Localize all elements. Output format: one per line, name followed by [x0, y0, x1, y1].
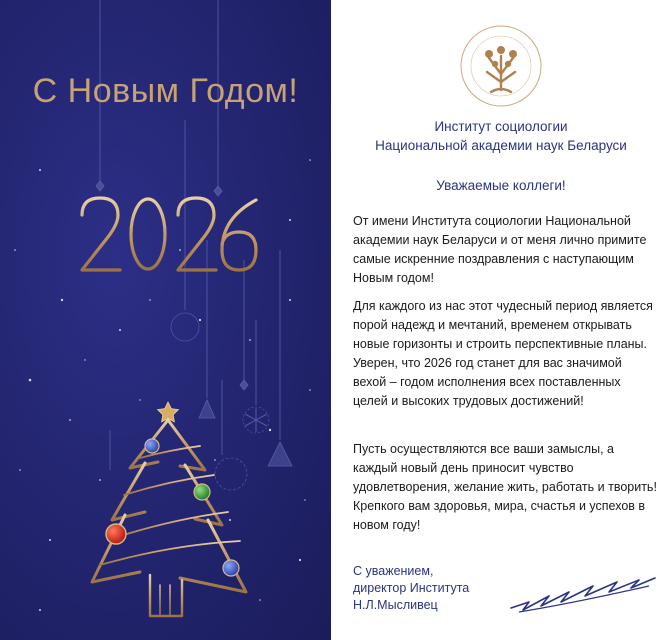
signoff-line2: директор Института — [353, 581, 470, 595]
snowflake-icon — [245, 408, 267, 432]
signoff-line1: С уважением, — [353, 564, 434, 578]
signature-icon — [509, 572, 659, 617]
institute-name-line2: Национальной академии наук Беларуси — [375, 138, 627, 153]
paragraph-1: От имени Института социологии Национальной академии наук Беларуси и от меня лично примите самые искренние поздравления с наступающим Новым годом! — [353, 214, 647, 285]
year-2026 — [82, 198, 256, 270]
signoff-line3: Н.Л.Мысливец — [353, 598, 438, 612]
paragraph-2: Для каждого из нас этот чудесный период является порой надежд и мечтаний, временем открывать новые горизонты и строить перспективные планы. Уверен, что 2026 год станет для вас значимой вехой – годом исполнения всех поставленных целей и высоких трудовых достижений! — [353, 299, 653, 408]
greeting-title: С Новым Годом! — [32, 72, 299, 110]
institute-name — [331, 117, 671, 155]
paragraph-3: Пусть осуществляются все ваши замыслы, а каждый новый день приносит чувство удовлетворения, желание жить, работать и творить! Крепкого вам здоровья, мира, счастья и успехов в новом году! — [353, 442, 657, 532]
right-panel — [331, 0, 671, 640]
left-panel — [0, 0, 331, 640]
salutation: Уважаемые коллеги! — [436, 178, 566, 193]
christmas-tree-icon — [92, 420, 246, 616]
institute-name-line1: Институт социологии — [434, 119, 568, 134]
signoff — [353, 563, 469, 614]
institute-logo-icon — [457, 22, 545, 110]
star-dots — [14, 159, 311, 611]
star-icon — [158, 402, 179, 422]
ornament-icon — [106, 439, 239, 576]
